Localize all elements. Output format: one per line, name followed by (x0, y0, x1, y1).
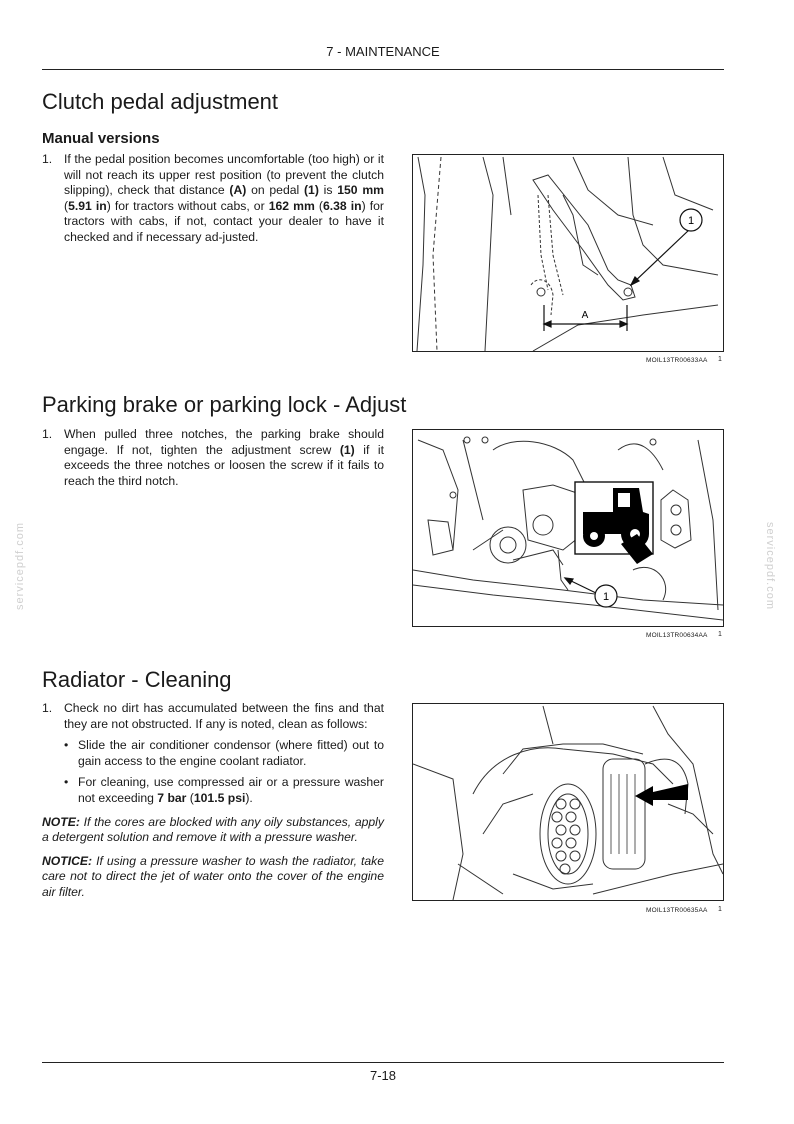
note-text: If the cores are blocked with any oily substances, apply a detergent solution and remove it with a pressure washer. (42, 814, 384, 845)
bullet-text: ( (186, 790, 194, 805)
step-text: ( (64, 198, 69, 213)
figure-number: 1 (718, 631, 722, 638)
bullet-dot: • (64, 775, 69, 790)
parking-section-title: Parking brake or parking lock - Adjust (42, 392, 407, 417)
step-number: 1. (42, 701, 53, 715)
tractor-symbol (575, 482, 653, 564)
clutch-pedal-illustration (413, 155, 723, 351)
step-text: Check no dirt has accumulated between the fins and that they are not obstructed. If any is noted, clean as follows: (64, 701, 384, 731)
clutch-subtitle: Manual versions (42, 130, 160, 147)
bullet-dot: • (64, 738, 69, 753)
figure-code: MOIL13TR00635AA (646, 907, 708, 914)
watermark-left: servicepdf.com (13, 522, 26, 610)
bullet-text: Slide the air conditioner condensor (where fitted) out to gain access to the engine coolant radiator. (78, 738, 384, 768)
figure-code: MOIL13TR00633AA (646, 357, 708, 364)
step-text: If the pedal position becomes uncomfortable (too high) or it will not reach its upper rest position (to prevent the clutch slipping), check that distance (64, 152, 384, 198)
radiator-bullet-2 (42, 775, 384, 806)
radiator-step-1 (42, 701, 384, 732)
dimension-a-label: A (581, 310, 589, 321)
ref-1: (1) (339, 442, 355, 457)
value-psi: 101.5 psi (193, 790, 246, 805)
callout-1-label: 1 (687, 215, 695, 227)
step-text: if it exceeds the three notches or loosen the screw if it fails to reach the third notch. (64, 442, 384, 488)
radiator-instructions (42, 701, 384, 901)
bullet-text: ). (245, 790, 253, 805)
step-text: on pedal (246, 183, 304, 198)
step-number: 1. (42, 427, 53, 441)
clutch-pedal-figure (412, 154, 724, 352)
header-rule (42, 69, 724, 70)
parking-instructions (42, 427, 384, 489)
ref-1: (1) (303, 183, 319, 198)
parking-brake-illustration (413, 430, 723, 626)
watermark-right: servicepdf.com (763, 522, 776, 610)
value-in: 6.38 in (322, 198, 362, 213)
page-number: 7-18 (369, 1068, 397, 1083)
value-bar: 7 bar (157, 790, 187, 805)
step-text: ) for tractors without cabs, or (106, 198, 269, 213)
radiator-figure (412, 703, 724, 901)
footer-rule (42, 1062, 724, 1063)
ref-a: (A) (229, 183, 247, 198)
step-text: ( (314, 198, 323, 213)
step-number: 1. (42, 152, 53, 166)
bullet-text: For cleaning, use compressed air or a pressure washer not exceeding (78, 775, 384, 805)
value-mm: 150 mm (337, 183, 384, 198)
callout-1-label: 1 (602, 591, 610, 603)
parking-brake-figure (412, 429, 724, 627)
clutch-step-1 (42, 152, 384, 246)
step-text: When pulled three notches, the parking brake should engage. If not, tighten the adjustment screw (64, 427, 384, 457)
step-text: is (318, 183, 338, 198)
notice (42, 854, 384, 901)
note (42, 815, 384, 846)
step-text: ) for tractors with cabs, if not, contact your dealer to have it checked and if necessary ad-justed. (64, 198, 384, 244)
radiator-bullet-1 (42, 738, 384, 769)
figure-code: MOIL13TR00634AA (646, 632, 708, 639)
notice-text: If using a pressure washer to wash the radiator, take care not to direct the jet of water onto the cover of the engine air filter. (42, 853, 384, 899)
figure-number: 1 (718, 356, 722, 363)
air-flow-arrow (635, 784, 688, 806)
radiator-section-title: Radiator - Cleaning (42, 667, 232, 692)
parking-step-1 (42, 427, 384, 489)
radiator-illustration (413, 704, 723, 900)
notice-label: NOTICE: (42, 853, 93, 868)
clutch-instructions (42, 152, 384, 246)
note-label: NOTE: (42, 814, 80, 829)
value-in: 5.91 in (68, 198, 107, 213)
figure-number: 1 (718, 906, 722, 913)
clutch-section-title: Clutch pedal adjustment (42, 89, 279, 114)
value-mm: 162 mm (268, 198, 315, 213)
page-header: 7 - MAINTENANCE (326, 44, 440, 59)
